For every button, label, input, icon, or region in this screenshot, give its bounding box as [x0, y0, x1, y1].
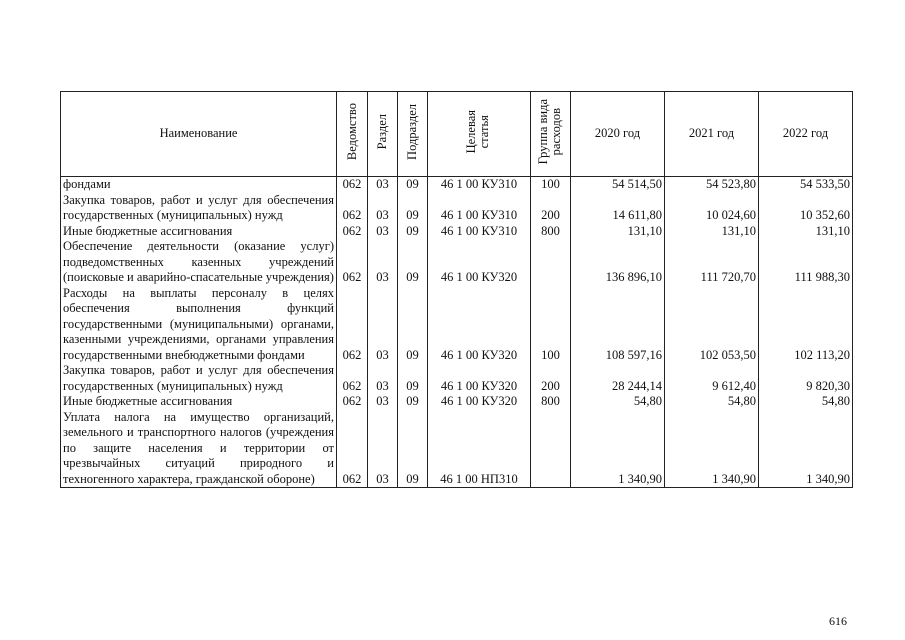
row-amount-2020: 136 896,10	[571, 239, 665, 286]
row-amount-2020: 14 611,80	[571, 193, 665, 224]
row-vedomstvo: 062	[337, 394, 368, 410]
row-amount-2022: 131,10	[759, 224, 853, 240]
header-vedomstvo: Ведомство	[337, 92, 368, 177]
table-row	[61, 193, 853, 224]
row-podrazdel: 09	[398, 286, 428, 364]
row-gruppa	[531, 239, 571, 286]
row-celevaya-statya: 46 1 00 КУ320	[428, 286, 531, 364]
row-razdel: 03	[368, 286, 398, 364]
header-2021: 2021 год	[665, 92, 759, 177]
row-gruppa: 200	[531, 193, 571, 224]
row-gruppa	[531, 410, 571, 488]
row-podrazdel: 09	[398, 410, 428, 488]
row-vedomstvo: 062	[337, 363, 368, 394]
table-row	[61, 177, 853, 193]
row-vedomstvo: 062	[337, 224, 368, 240]
row-name: Уплата налога на имущество организаций, земельного и транспортного налогов (учреждения по защите населения и территории от чрезвычайных ситуаций природного и техногенного характера, гражданской обороне)	[61, 410, 337, 488]
row-amount-2020: 1 340,90	[571, 410, 665, 488]
row-razdel: 03	[368, 239, 398, 286]
header-2020: 2020 год	[571, 92, 665, 177]
header-celevaya-statya: Целевая статья	[428, 92, 531, 177]
row-gruppa: 800	[531, 224, 571, 240]
table-header-row	[61, 92, 853, 177]
row-vedomstvo: 062	[337, 193, 368, 224]
row-celevaya-statya: 46 1 00 КУ320	[428, 239, 531, 286]
table-row	[61, 286, 853, 364]
row-amount-2021: 9 612,40	[665, 363, 759, 394]
table-row	[61, 239, 853, 286]
row-podrazdel: 09	[398, 224, 428, 240]
row-amount-2022: 111 988,30	[759, 239, 853, 286]
row-celevaya-statya: 46 1 00 КУ310	[428, 193, 531, 224]
row-amount-2022: 102 113,20	[759, 286, 853, 364]
row-name: Закупка товаров, работ и услуг для обеспечения государственных (муниципальных) нужд	[61, 193, 337, 224]
page-number: 616	[829, 614, 847, 628]
row-podrazdel: 09	[398, 239, 428, 286]
row-amount-2020: 54,80	[571, 394, 665, 410]
row-amount-2020: 28 244,14	[571, 363, 665, 394]
row-amount-2020: 54 514,50	[571, 177, 665, 193]
row-razdel: 03	[368, 363, 398, 394]
row-amount-2022: 1 340,90	[759, 410, 853, 488]
row-amount-2021: 54 523,80	[665, 177, 759, 193]
row-podrazdel: 09	[398, 193, 428, 224]
header-razdel: Раздел	[368, 92, 398, 177]
row-amount-2021: 131,10	[665, 224, 759, 240]
row-vedomstvo: 062	[337, 286, 368, 364]
row-amount-2021: 111 720,70	[665, 239, 759, 286]
row-amount-2021: 102 053,50	[665, 286, 759, 364]
row-name: фондами	[61, 177, 337, 193]
row-gruppa: 100	[531, 177, 571, 193]
header-2022: 2022 год	[759, 92, 853, 177]
row-celevaya-statya: 46 1 00 КУ320	[428, 394, 531, 410]
row-razdel: 03	[368, 177, 398, 193]
header-name: Наименование	[61, 92, 337, 177]
row-razdel: 03	[368, 394, 398, 410]
row-amount-2022: 9 820,30	[759, 363, 853, 394]
row-name: Закупка товаров, работ и услуг для обеспечения государственных (муниципальных) нужд	[61, 363, 337, 394]
row-amount-2020: 131,10	[571, 224, 665, 240]
row-gruppa: 200	[531, 363, 571, 394]
row-vedomstvo: 062	[337, 177, 368, 193]
row-podrazdel: 09	[398, 363, 428, 394]
row-name: Расходы на выплаты персоналу в целях обеспечения выполнения функций государственными (муниципальными) органами, казенными учреждениями, органами управления государственными внебюджетными фондами	[61, 286, 337, 364]
row-amount-2020: 108 597,16	[571, 286, 665, 364]
row-podrazdel: 09	[398, 177, 428, 193]
row-celevaya-statya: 46 1 00 КУ310	[428, 224, 531, 240]
row-amount-2022: 54,80	[759, 394, 853, 410]
budget-table	[60, 91, 853, 488]
row-name: Обеспечение деятельности (оказание услуг) подведомственных казенных учреждений (поисковые и аварийно-спасательные учреждения)	[61, 239, 337, 286]
row-podrazdel: 09	[398, 394, 428, 410]
header-gruppa-vida-rashodov: Группа вида расходов	[531, 92, 571, 177]
row-celevaya-statya: 46 1 00 КУ310	[428, 177, 531, 193]
row-vedomstvo: 062	[337, 410, 368, 488]
table-row	[61, 394, 853, 410]
row-razdel: 03	[368, 224, 398, 240]
table-row	[61, 224, 853, 240]
row-amount-2021: 10 024,60	[665, 193, 759, 224]
row-amount-2021: 54,80	[665, 394, 759, 410]
row-amount-2022: 54 533,50	[759, 177, 853, 193]
row-celevaya-statya: 46 1 00 НП310	[428, 410, 531, 488]
header-podrazdel: Подраздел	[398, 92, 428, 177]
row-name: Иные бюджетные ассигнования	[61, 394, 337, 410]
row-vedomstvo: 062	[337, 239, 368, 286]
row-celevaya-statya: 46 1 00 КУ320	[428, 363, 531, 394]
row-gruppa: 800	[531, 394, 571, 410]
row-razdel: 03	[368, 193, 398, 224]
table-row	[61, 410, 853, 488]
row-name: Иные бюджетные ассигнования	[61, 224, 337, 240]
row-amount-2022: 10 352,60	[759, 193, 853, 224]
table-row	[61, 363, 853, 394]
row-gruppa: 100	[531, 286, 571, 364]
row-razdel: 03	[368, 410, 398, 488]
row-amount-2021: 1 340,90	[665, 410, 759, 488]
